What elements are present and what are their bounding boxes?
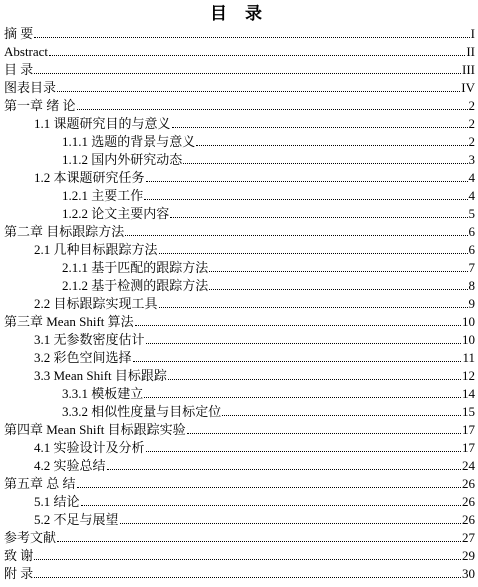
toc-entry-page-number: 26 xyxy=(462,512,475,527)
toc-entry[interactable] xyxy=(62,383,475,401)
toc-entry[interactable] xyxy=(62,401,475,419)
toc-entry-page-number: 2 xyxy=(468,98,475,113)
toc-entry[interactable] xyxy=(34,113,475,131)
dot-leader xyxy=(209,271,467,272)
toc-entry-page-number: 10 xyxy=(462,314,475,329)
toc-entry-label: 1.2 本课题研究任务 xyxy=(34,170,145,185)
toc-entry[interactable] xyxy=(34,293,475,311)
dot-leader xyxy=(34,73,461,74)
toc-entry-page-number: 27 xyxy=(462,530,475,545)
toc-entry-page-number: 30 xyxy=(462,566,475,581)
toc-entry-page-number: 15 xyxy=(462,404,475,419)
dot-leader xyxy=(57,541,461,542)
toc-entry-label: 第四章 Mean Shift 目标跟踪实验 xyxy=(4,422,186,437)
toc-entry-label: 致 谢 xyxy=(4,548,34,563)
toc-entry-page-number: 2 xyxy=(468,116,475,131)
toc-entry[interactable] xyxy=(4,77,475,95)
toc-entry-page-number: 24 xyxy=(462,458,475,473)
toc-entry[interactable] xyxy=(4,23,475,41)
dot-leader xyxy=(159,253,468,254)
toc-entry-page-number: 4 xyxy=(468,188,475,203)
toc-entry-label: 3.3.1 模板建立 xyxy=(62,386,144,401)
toc-entry-page-number: 12 xyxy=(462,368,475,383)
toc-title: 目 录 xyxy=(210,4,268,24)
toc-entry-page-number: III xyxy=(462,62,475,77)
toc-entry-page-number: 6 xyxy=(468,224,475,239)
toc-entry[interactable] xyxy=(34,455,475,473)
dot-leader xyxy=(209,289,467,290)
toc-entry-page-number: 5 xyxy=(468,206,475,221)
toc-entry-label: 第一章 绪 论 xyxy=(4,98,76,113)
dot-leader xyxy=(183,163,467,164)
toc-entry[interactable] xyxy=(4,545,475,563)
toc-entry-page-number: IV xyxy=(461,80,475,95)
dot-leader xyxy=(146,451,461,452)
toc-entry-label: 3.1 无参数密度估计 xyxy=(34,332,145,347)
toc-entry-label: 4.1 实验设计及分析 xyxy=(34,440,145,455)
dot-leader xyxy=(168,379,461,380)
toc-entry-label: 3.3 Mean Shift 目标跟踪 xyxy=(34,368,167,383)
toc-entry-label: Abstract xyxy=(4,44,49,59)
toc-entry-label: 2.1.2 基于检测的跟踪方法 xyxy=(62,278,209,293)
toc-entry[interactable] xyxy=(34,167,475,185)
toc-entry[interactable] xyxy=(34,491,475,509)
toc-entry-page-number: 3 xyxy=(468,152,475,167)
toc-entry-label: 第二章 目标跟踪方法 xyxy=(4,224,125,239)
toc-entry-label: 摘 要 xyxy=(4,26,34,41)
toc-entry[interactable] xyxy=(4,59,475,77)
dot-leader xyxy=(49,55,465,56)
dot-leader xyxy=(135,325,461,326)
toc-entry-page-number: 4 xyxy=(468,170,475,185)
toc-entry-page-number: 7 xyxy=(468,260,475,275)
toc-entry-label: 目 录 xyxy=(4,62,34,77)
dot-leader xyxy=(172,127,468,128)
toc-entry-label: 3.3.2 相似性度量与目标定位 xyxy=(62,404,222,419)
toc-entry-label: 1.2.2 论文主要内容 xyxy=(62,206,170,221)
dot-leader xyxy=(222,415,461,416)
dot-leader xyxy=(170,217,467,218)
toc-entry-label: 2.2 目标跟踪实现工具 xyxy=(34,296,158,311)
toc-entry-label: 图表目录 xyxy=(4,80,57,95)
toc-entry-label: 3.2 彩色空间选择 xyxy=(34,350,132,365)
dot-leader xyxy=(34,37,469,38)
toc-entry[interactable] xyxy=(62,257,475,275)
dot-leader xyxy=(159,307,468,308)
dot-leader xyxy=(146,343,461,344)
toc-entry[interactable] xyxy=(62,203,475,221)
toc-entry[interactable] xyxy=(34,509,475,527)
toc-entry[interactable] xyxy=(34,347,475,365)
toc-entry-page-number: II xyxy=(466,44,475,59)
dot-leader xyxy=(34,559,461,560)
toc-entry[interactable] xyxy=(4,95,475,113)
toc-entry[interactable] xyxy=(34,329,475,347)
toc-entry[interactable] xyxy=(62,185,475,203)
toc-entry-label: 2.1 几种目标跟踪方法 xyxy=(34,242,158,257)
toc-entry-label: 2.1.1 基于匹配的跟踪方法 xyxy=(62,260,209,275)
toc-entry-label: 第五章 总 结 xyxy=(4,476,76,491)
toc-entry[interactable] xyxy=(62,131,475,149)
toc-entry-page-number: 10 xyxy=(462,332,475,347)
dot-leader xyxy=(187,433,461,434)
toc-entry-page-number: 14 xyxy=(462,386,475,401)
toc-entry-page-number: 17 xyxy=(462,440,475,455)
toc-entry-page-number: 26 xyxy=(462,494,475,509)
dot-leader xyxy=(81,505,461,506)
dot-leader xyxy=(196,145,467,146)
dot-leader xyxy=(107,469,461,470)
dot-leader xyxy=(34,577,461,578)
toc-entry[interactable] xyxy=(62,149,475,167)
toc-entry[interactable] xyxy=(4,311,475,329)
toc-entry[interactable] xyxy=(4,473,475,491)
dot-leader xyxy=(125,235,467,236)
toc-entry-page-number: 6 xyxy=(468,242,475,257)
toc-entry-page-number: 2 xyxy=(468,134,475,149)
dot-leader xyxy=(57,91,460,92)
toc-entry-label: 5.2 不足与展望 xyxy=(34,512,119,527)
toc-entry-page-number: 8 xyxy=(468,278,475,293)
toc-entry[interactable] xyxy=(34,239,475,257)
toc-entry-page-number: 9 xyxy=(468,296,475,311)
toc-entry-label: 附 录 xyxy=(4,566,34,581)
dot-leader xyxy=(77,109,468,110)
toc-entry-page-number: I xyxy=(470,26,475,41)
toc-entry-label: 1.1.2 国内外研究动态 xyxy=(62,152,183,167)
toc-entry[interactable] xyxy=(34,365,475,383)
dot-leader xyxy=(133,361,462,362)
toc-entry[interactable] xyxy=(34,437,475,455)
toc-entry-label: 第三章 Mean Shift 算法 xyxy=(4,314,134,329)
toc-entry[interactable] xyxy=(4,419,475,437)
toc-entry-page-number: 29 xyxy=(462,548,475,563)
dot-leader xyxy=(144,397,461,398)
toc-entry-label: 4.2 实验总结 xyxy=(34,458,106,473)
toc-entry[interactable] xyxy=(62,275,475,293)
toc-entry[interactable] xyxy=(4,563,475,581)
dot-leader xyxy=(146,181,468,182)
toc-entry-page-number: 11 xyxy=(462,350,475,365)
toc-entry-label: 1.1 课题研究目的与意义 xyxy=(34,116,171,131)
dot-leader xyxy=(120,523,461,524)
toc-entry-page-number: 26 xyxy=(462,476,475,491)
toc-entry[interactable] xyxy=(4,527,475,545)
toc-entry-label: 1.2.1 主要工作 xyxy=(62,188,144,203)
toc-entry[interactable] xyxy=(4,41,475,59)
dot-leader xyxy=(144,199,467,200)
toc-entry-label: 1.1.1 选题的背景与意义 xyxy=(62,134,196,149)
dot-leader xyxy=(77,487,461,488)
toc-entry[interactable] xyxy=(4,221,475,239)
toc-entry-page-number: 17 xyxy=(462,422,475,437)
toc-entry-label: 5.1 结论 xyxy=(34,494,80,509)
toc-entry-label: 参考文献 xyxy=(4,530,57,545)
